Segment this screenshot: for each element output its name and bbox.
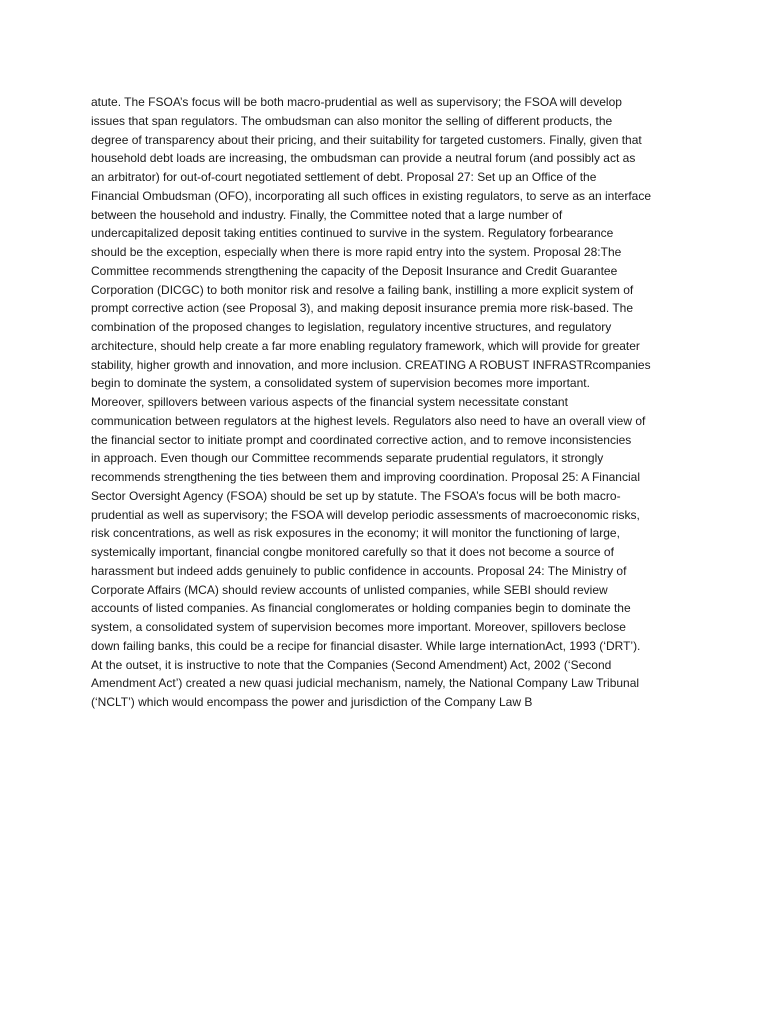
text-line: risk concentrations, as well as risk exposures in the economy; it will monitor the functioning of large, (91, 526, 620, 541)
text-line: Moreover, spillovers between various aspects of the financial system necessitate constant (91, 395, 568, 409)
body-text (91, 93, 691, 712)
text-line: Amendment Act’) created a new quasi judicial mechanism, namely, the National Company Law Tribunal (91, 676, 640, 691)
text-line: in approach. Even though our Committee recommends separate prudential regulators, it strongly (91, 451, 604, 466)
text-line: between the household and industry. Finally, the Committee noted that a large number of (91, 207, 563, 222)
text-line: undercapitalized deposit taking entities continued to survive in the system. Regulatory forbearance (91, 226, 614, 241)
text-line: Financial Ombudsman (OFO), incorporating all such offices in existing regulators, to serve as an interface (91, 188, 652, 203)
text-line: Sector Oversight Agency (FSOA) should be set up by statute. The FSOA’s focus will be both macro- (91, 488, 621, 503)
text-line: down failing banks, this could be a recipe for financial disaster. While large internationAct, 1993 (‘DRT’). (91, 638, 641, 653)
text-line: combination of the proposed changes to legislation, regulatory incentive structures, and regulatory (91, 320, 612, 334)
text-line: household debt loads are increasing, the ombudsman can provide a neutral forum (and possibly act as (91, 151, 636, 166)
text-line: the financial sector to initiate prompt and coordinated corrective action, and to remove inconsistencies (91, 432, 632, 447)
text-line: architecture, should help create a far more enabling regulatory framework, which will provide for greater (91, 338, 640, 353)
text-line: harassment but indeed adds genuinely to public confidence in accounts. Proposal 24: The Ministry of (91, 563, 627, 578)
text-line: atute. The FSOA’s focus will be both macro-prudential as well as supervisory; the FSOA will develop (91, 95, 622, 109)
text-line: (‘NCLT’) which would encompass the power and jurisdiction of the Company Law B (91, 695, 533, 709)
text-line: systemically important, financial congbe monitored carefully so that it does not become a source of (91, 545, 614, 559)
text-line: prompt corrective action (see Proposal 3), and making deposit insurance premia more risk-based. The (91, 301, 634, 316)
text-line: stability, higher growth and innovation, and more inclusion. CREATING A ROBUST INFRASTRcompanies (91, 357, 651, 372)
text-line: an arbitrator) for out-of-court negotiated settlement of debt. Proposal 27: Set up an Office of the (91, 170, 597, 184)
text-line: Corporation (DICGC) to both monitor risk and resolve a failing bank, instilling a more explicit system of (91, 282, 634, 297)
text-line: should be the exception, especially when there is more rapid entry into the system. Proposal 28:The (91, 245, 622, 259)
text-line: issues that span regulators. The ombudsman can also monitor the selling of different products, the (91, 113, 613, 128)
text-line: Corporate Affairs (MCA) should review accounts of unlisted companies, while SEBI should review (91, 582, 608, 597)
text-line: accounts of listed companies. As financial conglomerates or holding companies begin to dominate the (91, 601, 631, 616)
text-line: prudential as well as supervisory; the FSOA will develop periodic assessments of macroeconomic risks, (91, 507, 640, 522)
text-line: begin to dominate the system, a consolidated system of supervision becomes more important. (91, 376, 590, 391)
text-line: system, a consolidated system of supervision becomes more important. Moreover, spillovers beclose (91, 620, 626, 634)
text-line: communication between regulators at the highest levels. Regulators also need to have an overall view of (91, 413, 646, 428)
text-line: recommends strengthening the ties between them and improving coordination. Proposal 25: A Financial (91, 470, 640, 484)
text-line: At the outset, it is instructive to note that the Companies (Second Amendment) Act, 2002 (‘Second (91, 657, 612, 672)
text-line: degree of transparency about their pricing, and their suitability for targeted customers. Finally, given that (91, 132, 642, 147)
text-line: Committee recommends strengthening the capacity of the Deposit Insurance and Credit Guarantee (91, 263, 618, 278)
